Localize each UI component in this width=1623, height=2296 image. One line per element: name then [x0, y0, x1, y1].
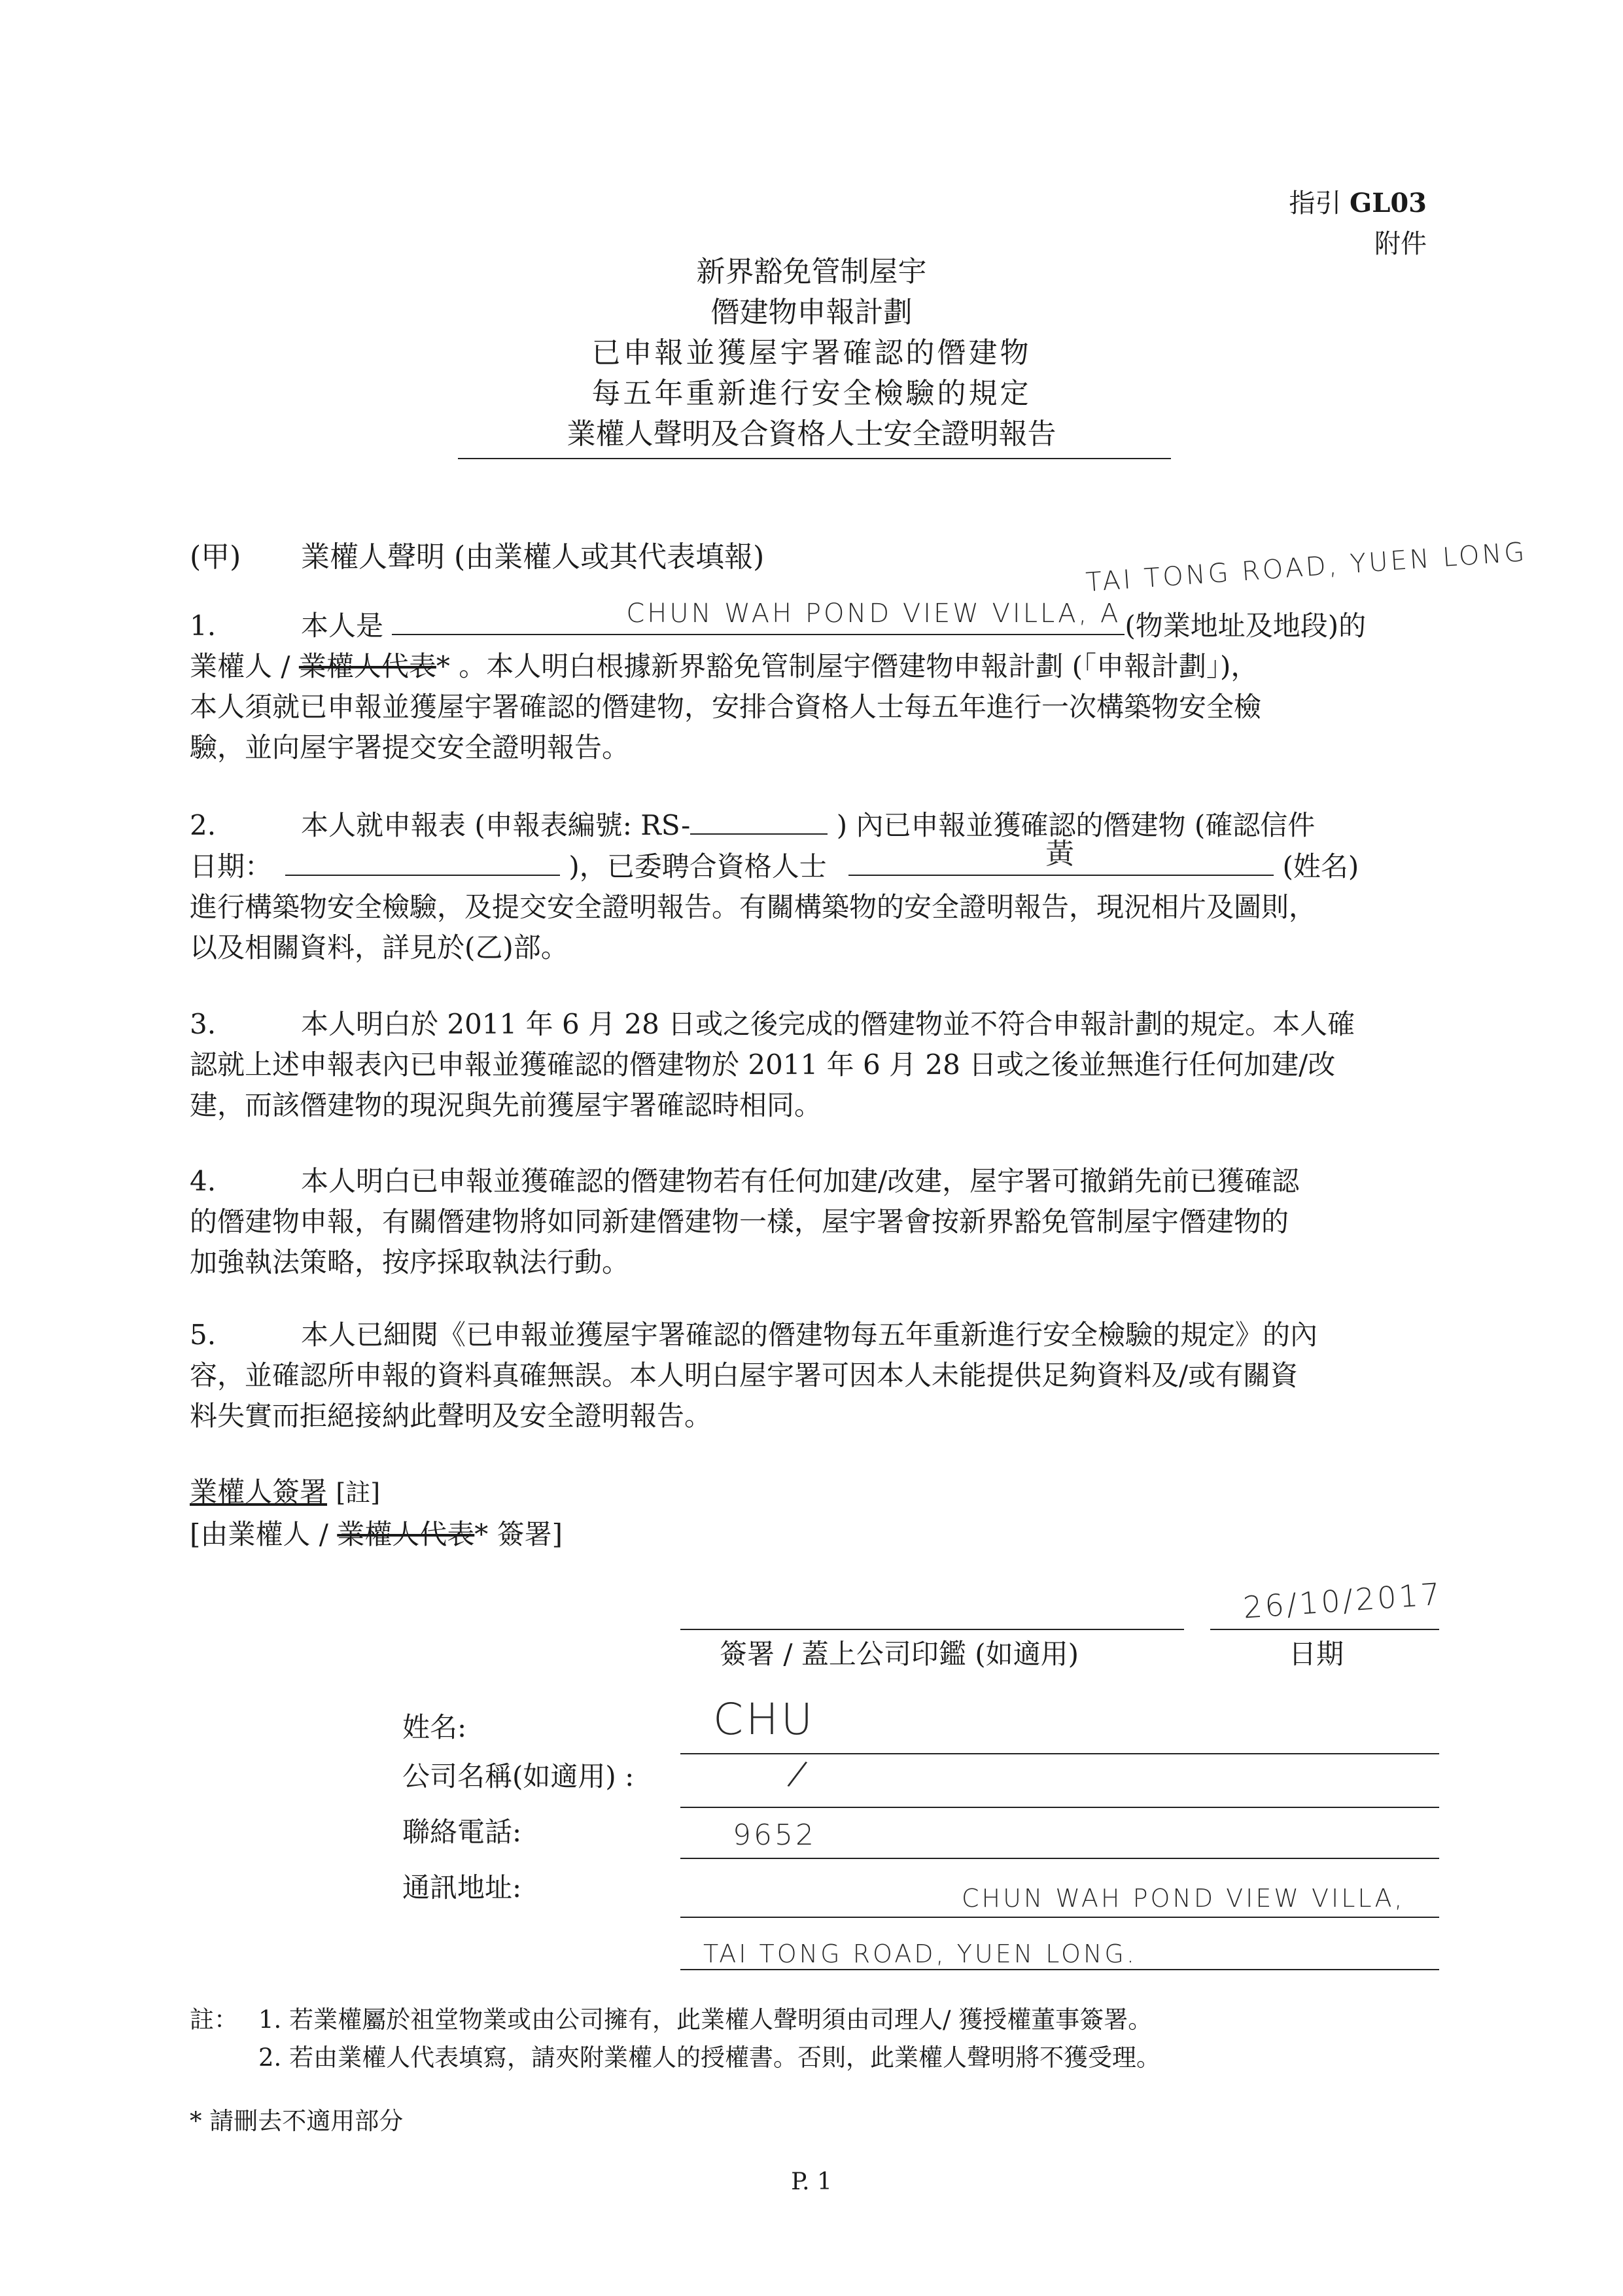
section-a-title: 業權人聲明 (由業權人或其代表填報)	[301, 540, 765, 574]
handwritten-address-lot: TAI TONG ROAD, YUEN LONG	[1085, 536, 1528, 598]
address-line-1-value: CHUN WAH POND VIEW VILLA,	[962, 1884, 1405, 1913]
p3-line1: 本人明白於 2011 年 6 月 28 日或之後完成的僭建物並不符合申報計劃的規定。本人確	[301, 1008, 1355, 1040]
section-a-label: (甲)	[190, 540, 241, 574]
p1-prefix: 本人是	[301, 610, 384, 642]
p3-line3: 建，而該僭建物的現況與先前獲屋宇署確認時相同。	[190, 1089, 822, 1121]
p2-line3: 進行構築物安全檢驗，及提交安全證明報告。有關構築物的安全證明報告，現況相片及圖則，	[190, 891, 1317, 923]
paragraph-5	[190, 1315, 1459, 1436]
p3-line2: 認就上述申報表內已申報並獲確認的僭建物於 2011 年 6 月 28 日或之後並無進行任何加建/改	[190, 1049, 1336, 1081]
p4-line2: 的僭建物申報，有關僭建物將如同新建僭建物一樣，屋宇署會按新界豁免管制屋宇僭建物的	[190, 1206, 1289, 1238]
p1-owner: 業權人 /	[190, 650, 290, 682]
note-reference: [註]	[336, 1478, 381, 1507]
p2-name-label: (姓名)	[1282, 850, 1359, 882]
property-address-field[interactable]	[392, 599, 1125, 635]
p2-number: 2.	[190, 809, 217, 841]
p5-line2: 容，並確認所申報的資料真確無誤。本人明白屋宇署可因本人未能提供足夠資料及/或有關資	[190, 1359, 1299, 1391]
p4-line3: 加強執法策略，按序採取執法行動。	[190, 1246, 630, 1278]
signature-sub-struck: 業權人代表	[337, 1518, 475, 1550]
section-a-heading	[190, 533, 764, 575]
paragraph-3	[190, 1004, 1459, 1126]
address-field-line-1[interactable]	[680, 1917, 1439, 1918]
note-1: 1. 若業權屬於祖堂物業或由公司擁有，此業權人聲明須由司理人/ 獲授權董事簽署。	[258, 2006, 1153, 2034]
notes-label: 註：	[190, 2006, 238, 2034]
name-value: CHU	[713, 1694, 816, 1745]
paragraph-4	[190, 1161, 1459, 1283]
p2-line1a: 本人就申報表 (申報表編號: RS-	[301, 809, 691, 841]
p5-number: 5.	[190, 1319, 217, 1351]
p1-line4: 驗，並向屋宇署提交安全證明報告。	[190, 731, 630, 763]
title-line-2: 僭建物申報計劃	[710, 296, 913, 329]
address-field-line-2[interactable]	[680, 1969, 1439, 1970]
title-line-1: 新界豁免管制屋宇	[696, 255, 927, 288]
asterisk-note: * 請刪去不適用部分	[190, 2107, 404, 2135]
p5-line3: 料失實而拒絕接納此聲明及安全證明報告。	[190, 1400, 712, 1432]
address-label: 通訊地址:	[402, 1871, 522, 1904]
p1-number: 1.	[190, 610, 217, 642]
qualified-person-value: 黃	[1045, 837, 1077, 871]
company-value: /	[784, 1752, 813, 1796]
signature-heading	[190, 1472, 1459, 1513]
reference-code: GL03	[1350, 188, 1427, 218]
name-label: 姓名:	[402, 1711, 467, 1743]
title-line-5: 業權人聲明及合資格人士安全證明報告	[567, 417, 1056, 451]
title-underline	[458, 458, 1171, 459]
annex-label: 附件	[1374, 229, 1427, 259]
p3-number: 3.	[190, 1008, 217, 1040]
phone-field-line[interactable]	[680, 1858, 1439, 1859]
p1-line3: 本人須就已申報並獲屋宇署確認的僭建物，安排合資格人士每五年進行一次構築物安全檢	[190, 691, 1262, 723]
property-address-value: CHUN WAH POND VIEW VILLA, A	[626, 599, 1121, 629]
signature-date-value: 26/10/2017	[1242, 1576, 1444, 1626]
page-number: P. 1	[791, 2168, 832, 2195]
title-line-3: 已申報並獲屋宇署確認的僭建物	[591, 336, 1032, 370]
p4-number: 4.	[190, 1165, 217, 1197]
p1-representative-struck: 業權人代表	[298, 650, 436, 682]
signature-caption: 簽署 / 蓋上公司印鑑 (如適用)	[720, 1638, 1079, 1670]
phone-value: 9652	[733, 1818, 816, 1852]
signature-line[interactable]	[680, 1629, 1184, 1630]
company-label: 公司名稱(如適用) :	[402, 1760, 635, 1792]
signature-sub-a: [由業權人 /	[190, 1518, 328, 1550]
signature-subheading	[190, 1514, 1459, 1555]
reference-label: 指引	[1289, 188, 1342, 218]
confirmation-date-field[interactable]	[285, 846, 560, 876]
p2-line2b: )，已委聘合資格人士	[568, 850, 827, 882]
p2-line4: 以及相關資料，詳見於(乙)部。	[190, 931, 568, 964]
name-field-line[interactable]	[680, 1753, 1439, 1754]
signature-title: 業權人簽署	[190, 1476, 328, 1508]
p4-line1: 本人明白已申報並獲確認的僭建物若有任何加建/改建，屋宇署可撤銷先前已獲確認	[301, 1165, 1300, 1197]
signature-sub-b: * 簽署]	[474, 1518, 563, 1550]
p2-date-label: 日期：	[190, 850, 273, 882]
form-number-field[interactable]	[690, 805, 828, 835]
paragraph-2	[190, 805, 1459, 968]
paragraph-1	[190, 599, 1459, 768]
note-2: 2. 若由業權人代表填寫，請夾附業權人的授權書。否則，此業權人聲明將不獲受理。	[258, 2044, 1161, 2072]
address-line-2-value: TAI TONG ROAD, YUEN LONG.	[703, 1939, 1137, 1968]
p5-line1: 本人已細閱《已申報並獲屋宇署確認的僭建物每五年重新進行安全檢驗的規定》的內	[301, 1319, 1318, 1351]
p1-line2: * 。本人明白根據新界豁免管制屋宇僭建物申報計劃 (「申報計劃」)，	[436, 650, 1259, 682]
p1-suffix: (物業地址及地段)的	[1125, 610, 1367, 642]
p2-line1b: ) 內已申報並獲確認的僭建物 (確認信件	[836, 809, 1316, 841]
phone-label: 聯絡電話:	[402, 1816, 522, 1848]
qualified-person-field[interactable]	[848, 837, 1274, 876]
company-field-line[interactable]	[680, 1807, 1439, 1808]
date-caption: 日期	[1289, 1638, 1344, 1670]
date-line[interactable]	[1210, 1629, 1439, 1630]
title-line-4: 每五年重新進行安全檢驗的規定	[591, 377, 1032, 410]
